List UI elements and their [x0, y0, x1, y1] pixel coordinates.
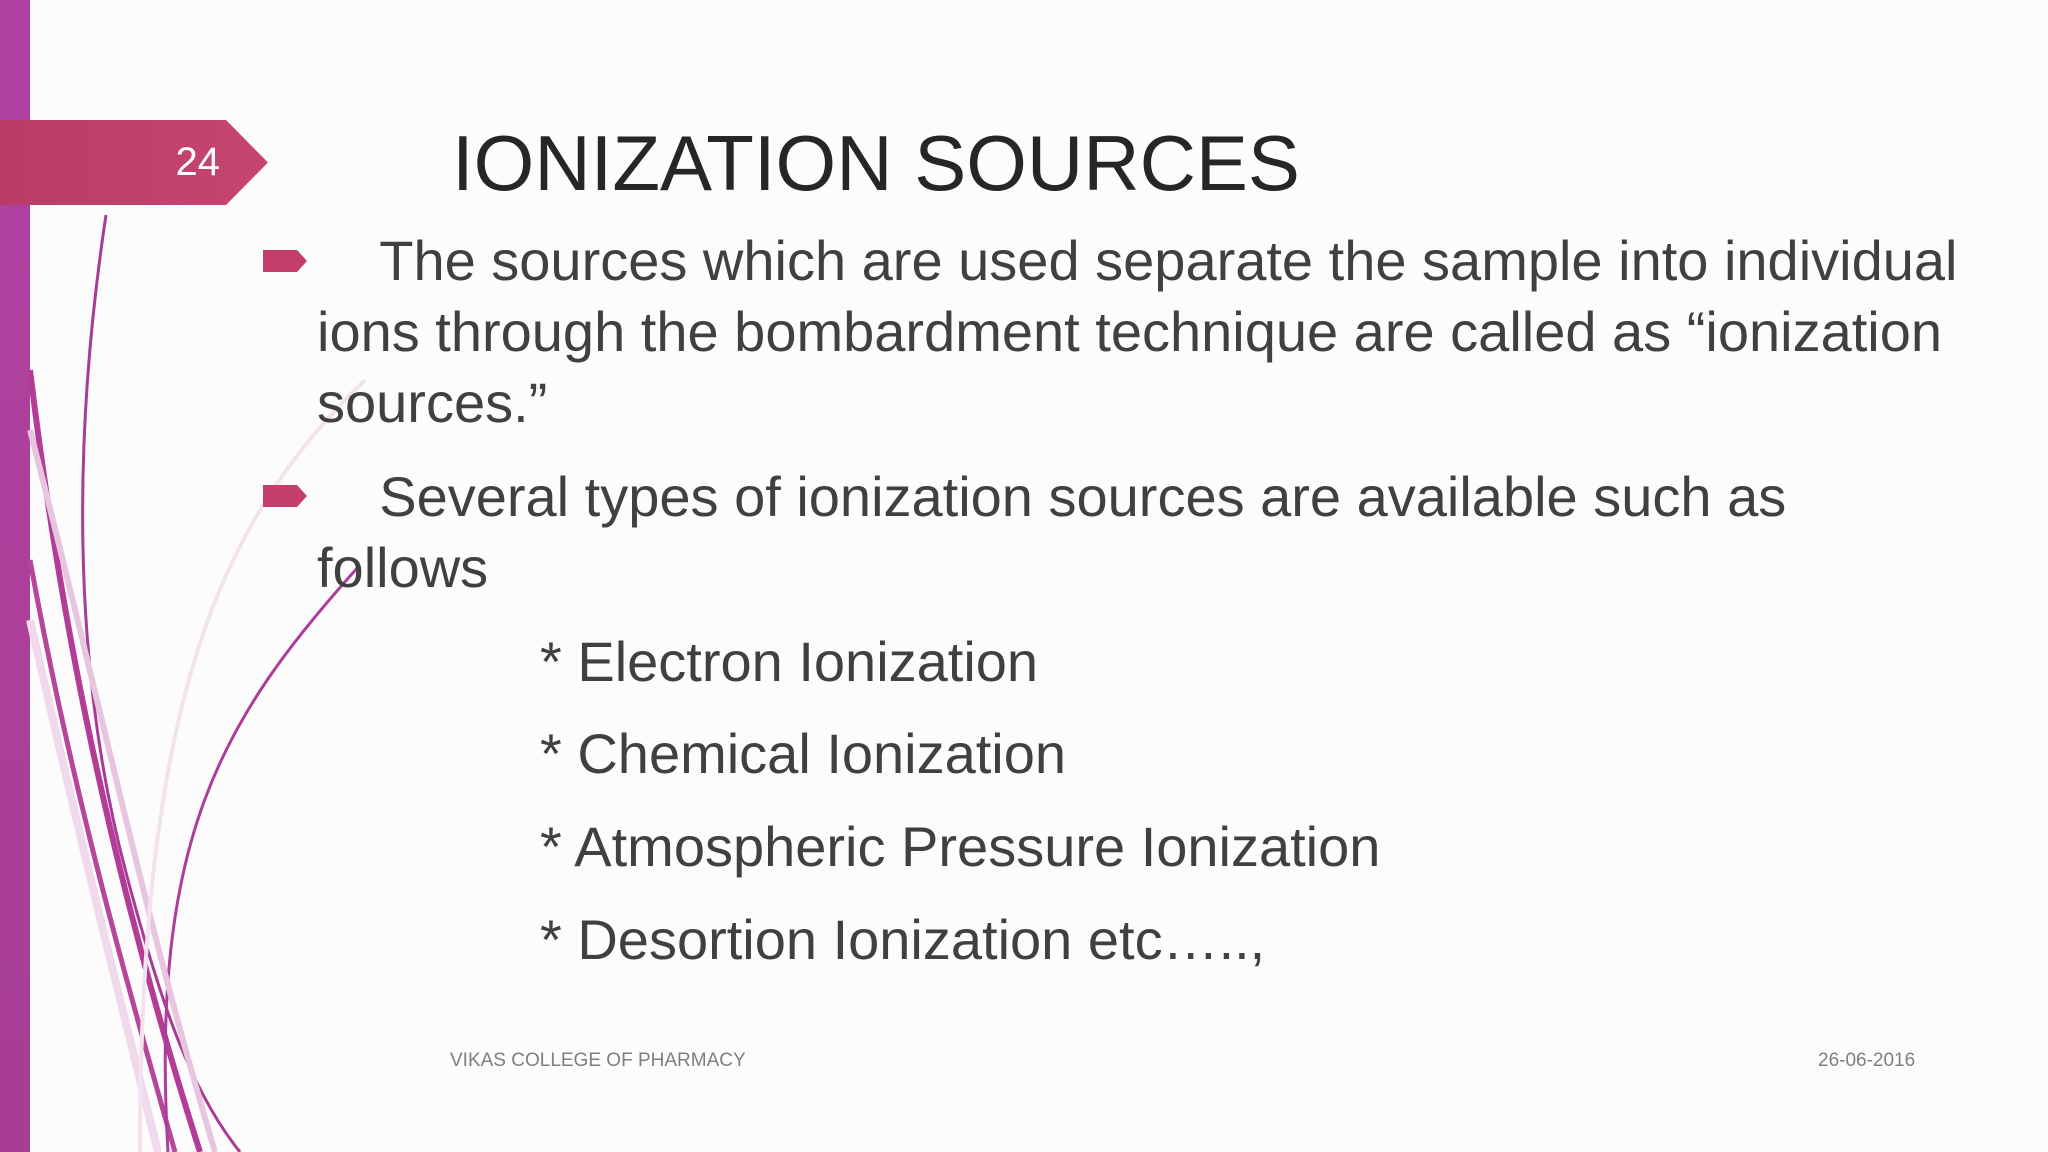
- slide-number-tab: [0, 120, 268, 205]
- arrow-bullet-icon: [263, 483, 309, 509]
- list-item: * Electron Ionization: [540, 630, 1039, 693]
- bullet-text: The sources which are used separate the sample into individual ions through the bombardment technique are called as “ionization sources.”: [317, 229, 1958, 434]
- list-item: * Chemical Ionization: [540, 722, 1067, 785]
- bullet-text: Several types of ionization sources are available such as follows: [317, 465, 1787, 599]
- footer-institution: VIKAS COLLEGE OF PHARMACY: [450, 1050, 746, 1071]
- slide-title: IONIZATION SOURCES: [452, 119, 1300, 207]
- slide-number: 24: [175, 140, 220, 184]
- list-item: * Atmospheric Pressure Ionization: [540, 815, 1381, 878]
- list-item: * Desortion Ionization etc…..,: [540, 908, 1266, 971]
- arrow-bullet-icon: [263, 248, 309, 274]
- footer-date: 26-06-2016: [1818, 1050, 1916, 1071]
